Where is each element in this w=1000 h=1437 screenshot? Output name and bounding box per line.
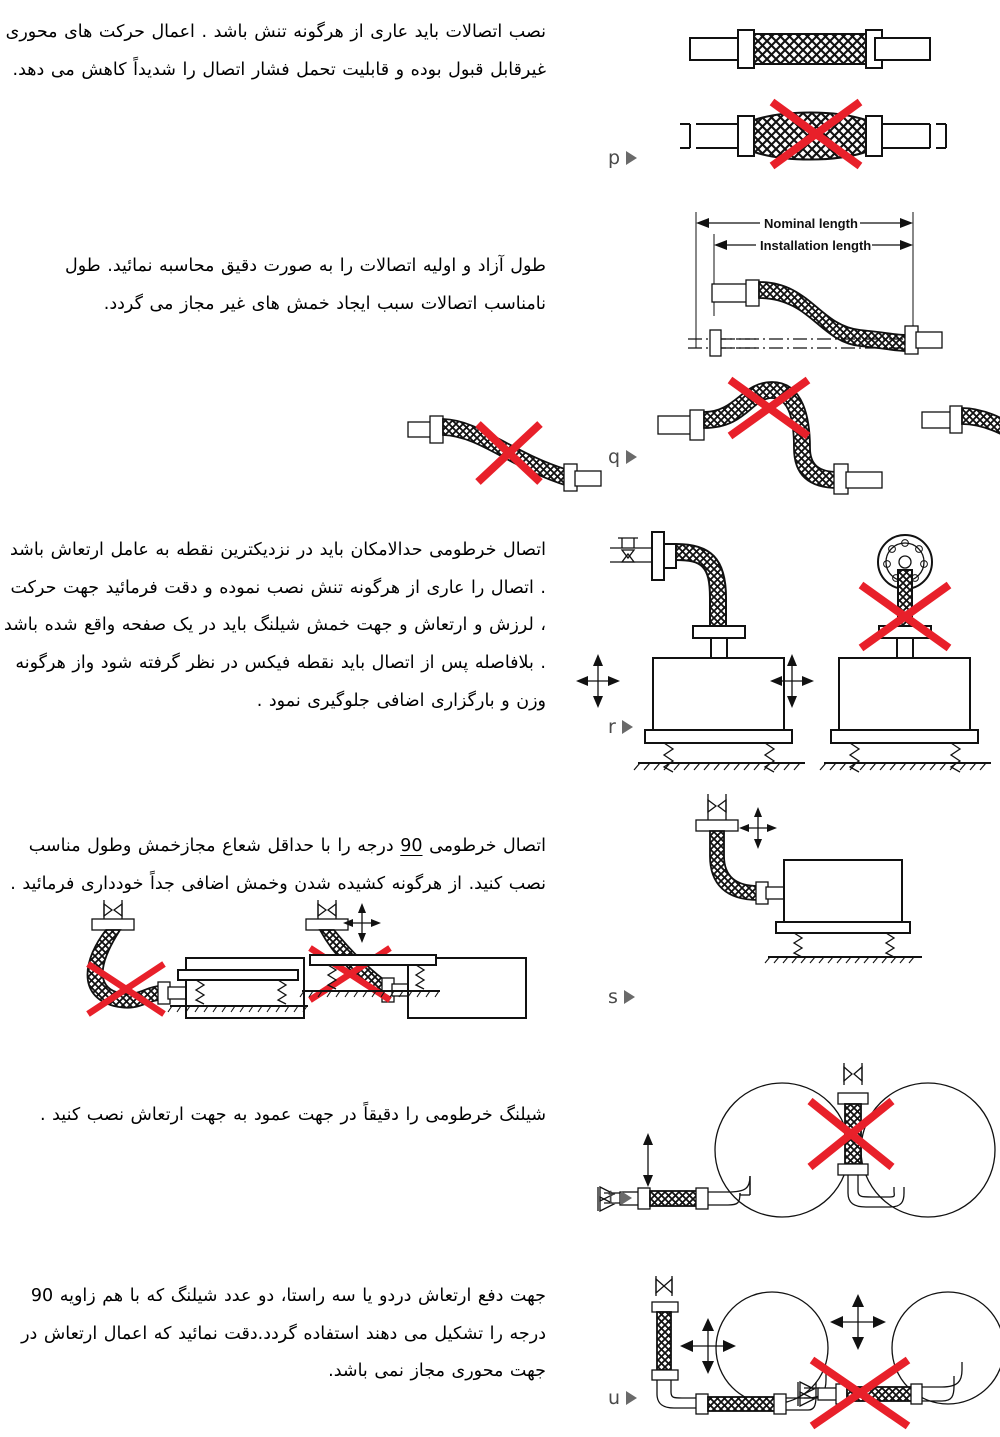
section-marker-u-label: u [608,1387,623,1409]
pump-incorrect [770,535,991,772]
section-s-left-pump-base [160,970,310,1020]
hose-incorrect-overbent [658,380,882,494]
section-r-text [0,520,560,770]
dimension-nominal-length [696,216,913,231]
hose-90deg-correct [696,794,922,963]
installation-length-label: Installation length [760,238,872,253]
single-axial-hose-incorrect [798,1292,1000,1426]
section-marker-q-label: q [608,446,623,468]
section-marker-t [608,1187,632,1209]
section-t-paragraph: شیلنگ خرطومی را دقیقاً در جهت عمود به جهت ارتعاش نصب کنید . [40,1105,546,1125]
section-u-paragraph: جهت دفع ارتعاش دردو یا سه راستا، دو عدد شیلنگ که با هم زاویه 90 درجه را تشکیل می دهند استفاده گردد.دقت نمائید که اعمال ارتعاش در جهت محوری مجاز نمی باشد. [21,1286,546,1382]
section-marker-p [608,147,637,169]
movement-cross-icon [343,903,381,943]
section-marker-p-label: p [608,147,623,169]
section-s-paragraph-before: اتصال خرطومی [422,836,546,856]
movement-cross-icon [576,654,620,708]
dimension-installation-length [714,238,913,253]
section-s-angle-value: 90 [400,836,423,856]
section-t-text [0,1045,560,1235]
movement-cross-icon [739,807,777,849]
triangle-icon [622,720,633,734]
section-marker-r [608,716,633,738]
nominal-length-label: Nominal length [764,216,858,231]
hose-offset-s-curve [712,280,942,354]
section-r-figure [560,520,1000,770]
triangle-icon [621,1191,632,1205]
section-r [0,520,1000,770]
hose-incorrect-sagging [922,406,1000,470]
section-r-paragraph: اتصال خرطومی حدالامکان باید در نزدیکترین نقطه به عامل ارتعاش باشد . اتصال را عاری از هرگونه تنش نصب نموده و دقت فرمائید جهت حرکت ، لرزش و ارتعاش و جهت خمش شیلنگ باید در یک صفحه واقع شده باشد . بلافاصله پس از اتصال باید نقطه فیکس در نظر گرفته شود واز هرگونه وزن و بارگزاری اضافی جلوگیری نمود . [3,540,546,711]
section-p [0,14,1000,184]
section-p-figure [560,14,1000,184]
section-u-text [0,1248,560,1437]
section-s-figure [560,790,1000,1020]
triangle-icon [626,1391,637,1405]
x-mark [478,424,540,482]
hose-incorrect-sagging-overflow [400,396,630,506]
section-t-figure [560,1045,1000,1235]
section-p-text [0,14,560,184]
section-s-paragraph [0,828,546,903]
section-s-paragraph-after: درجه را با حداقل شعاع مجازخمش وطول مناسب نصب کنید. از هرگونه کشیده شدن وخمش اضافی جداً خودداری فرمائید . [10,836,546,894]
section-p-paragraph: نصب اتصالات باید عاری از هرگونه تنش باشد . اعمال حرکت های محوری غیرقابل قبول بوده و قابلیت تحمل فشار اتصال را شدیداً کاهش می دهد. [5,22,546,80]
section-u-figure [560,1248,1000,1437]
triangle-icon [624,990,635,1004]
section-marker-t-label: t [608,1187,618,1209]
vibration-arrow-vertical [643,1133,653,1187]
section-s-right-pump-base [300,955,440,1015]
triangle-icon [626,151,637,165]
hose-incorrect-stretched [680,102,946,166]
section-marker-s [608,986,635,1008]
movement-cross-icon [830,1294,886,1350]
section-q-paragraph: طول آزاد و اولیه اتصالات را به صورت دقیق محاسبه نمائید. طول نامناسب اتصالات سبب ایجاد خمش های غیر مجاز می گردد. [65,256,546,314]
section-marker-s-label: s [608,986,620,1008]
section-u [0,1248,1000,1437]
hose-parallel-incorrect [810,1063,995,1217]
section-t [0,1045,1000,1235]
section-marker-u [608,1387,637,1409]
section-marker-r-label: r [608,716,618,738]
hose-correct [690,30,930,68]
